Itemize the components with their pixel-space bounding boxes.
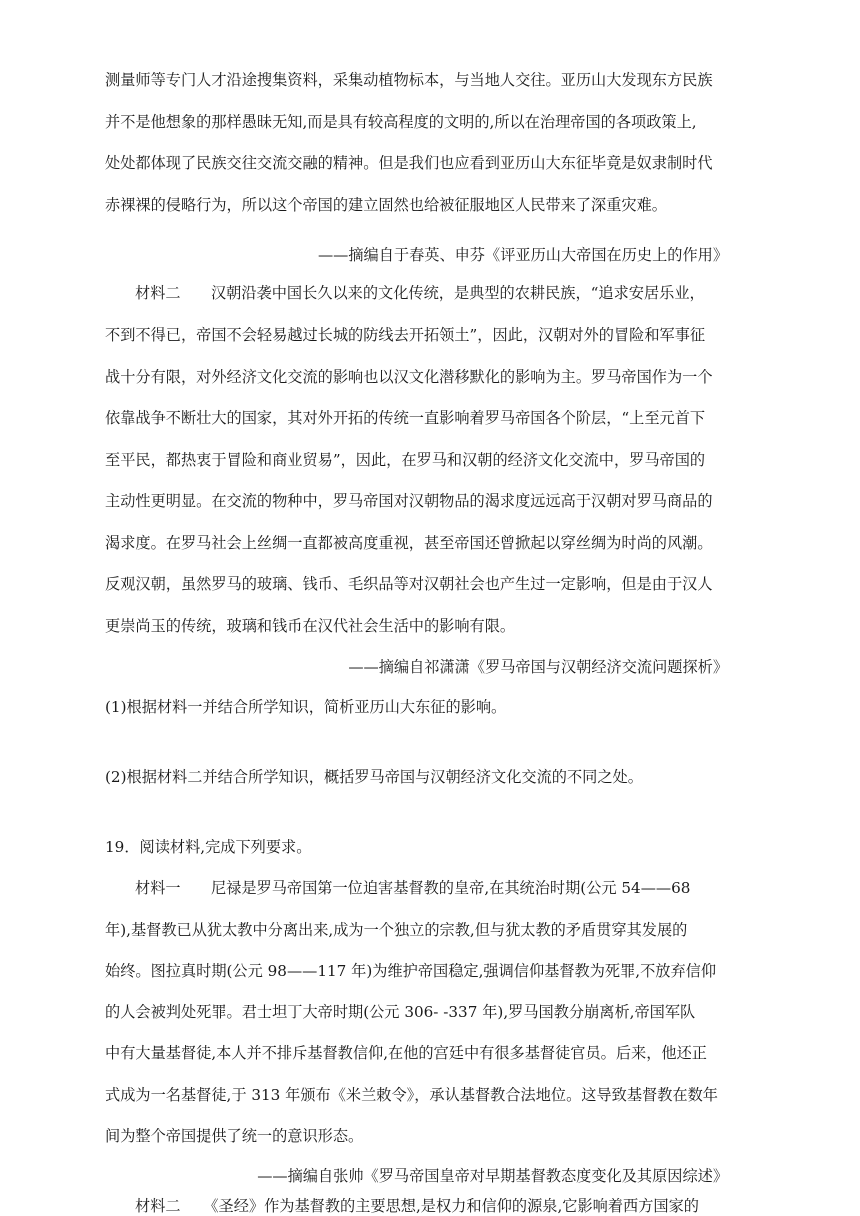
question-1: (1)根据材料一并结合所学知识，简析亚历山大东征的影响。 — [105, 698, 507, 716]
text-line: 主动性更明显。在交流的物种中，罗马帝国对汉朝物品的渴求度远远高于汉朝对罗马商品的 — [105, 492, 713, 510]
question-2: (2)根据材料二并结合所学知识，概括罗马帝国与汉朝经济文化交流的不同之处。 — [105, 768, 643, 786]
source-citation: ——摘编自张帅《罗马帝国皇帝对早期基督教态度变化及其原因综述》 — [257, 1167, 728, 1185]
text-line: 不到不得已，帝国不会轻易越过长城的防线去开拓领土”，因此，汉朝对外的冒险和军事征 — [105, 326, 706, 344]
text-line: 更崇尚玉的传统，玻璃和钱币在汉代社会生活中的影响有限。 — [105, 617, 516, 635]
text-line: 的人会被判处死罪。君士坦丁大帝时期(公元 306- -337 年),罗马国教分崩离析,帝国军队 — [105, 1003, 696, 1021]
question-19-heading: 19．阅读材料,完成下列要求。 — [105, 838, 312, 856]
text-line: 并不是他想象的那样愚昧无知,而是具有较高程度的文明的,所以在治理帝国的各项政策上, — [105, 113, 697, 131]
source-citation: ——摘编自祁潇潇《罗马帝国与汉朝经济交流问题探析》 — [348, 658, 728, 676]
text-line: 反观汉朝，虽然罗马的玻璃、钱币、毛织品等对汉朝社会也产生过一定影响，但是由于汉人 — [105, 575, 713, 593]
material-label-line: 材料二 汉朝沿袭中国长久以来的文化传统，是典型的农耕民族，“追求安居乐业， — [135, 284, 705, 302]
material-label-line: 材料一 尼禄是罗马帝国第一位迫害基督教的皇帝,在其统治时期(公元 54——68 — [135, 879, 691, 897]
material-label-line: 材料二 《圣经》作为基督教的主要思想,是权力和信仰的源泉,它影响着西方国家的 — [135, 1197, 699, 1215]
text-line: 式成为一名基督徒,于 313 年颁布《米兰敕令》，承认基督教合法地位。这导致基督教在数年 — [105, 1086, 718, 1104]
text-line: 至平民，都热衷于冒险和商业贸易”，因此，在罗马和汉朝的经济文化交流中，罗马帝国的 — [105, 451, 706, 469]
text-line: 始终。图拉真时期(公元 98——117 年)为维护帝国稳定,强调信仰基督教为死罪,不放弃信仰 — [105, 962, 717, 980]
text-line: 渴求度。在罗马社会上丝绸一直都被高度重视，甚至帝国还曾掀起以穿丝绸为时尚的风潮。 — [105, 534, 713, 552]
text-line: 测量师等专门人才沿途搜集资料，采集动植物标本，与当地人交往。亚历山大发现东方民族 — [105, 71, 713, 89]
text-line: 间为整个帝国提供了统一的意识形态。 — [105, 1127, 364, 1145]
text-line: 依靠战争不断壮大的国家，其对外开拓的传统一直影响着罗马帝国各个阶层，“上至元首下 — [105, 409, 706, 427]
text-line: 战十分有限，对外经济文化交流的影响也以汉文化潜移默化的影响为主。罗马帝国作为一个 — [105, 368, 713, 386]
text-line: 处处都体现了民族交往交流交融的精神。但是我们也应看到亚历山大东征毕竟是奴隶制时代 — [105, 154, 713, 172]
text-line: 赤裸裸的侵略行为，所以这个帝国的建立固然也给被征服地区人民带来了深重灾难。 — [105, 196, 667, 214]
text-line: 中有大量基督徒,本人并不排斥基督教信仰,在他的宫廷中有很多基督徒官员。后来，他还正 — [105, 1044, 707, 1062]
source-citation: ——摘编自于春英、申芬《评亚历山大帝国在历史上的作用》 — [317, 246, 728, 264]
text-line: 年),基督教已从犹太教中分离出来,成为一个独立的宗教,但与犹太教的矛盾贯穿其发展的 — [105, 921, 688, 939]
